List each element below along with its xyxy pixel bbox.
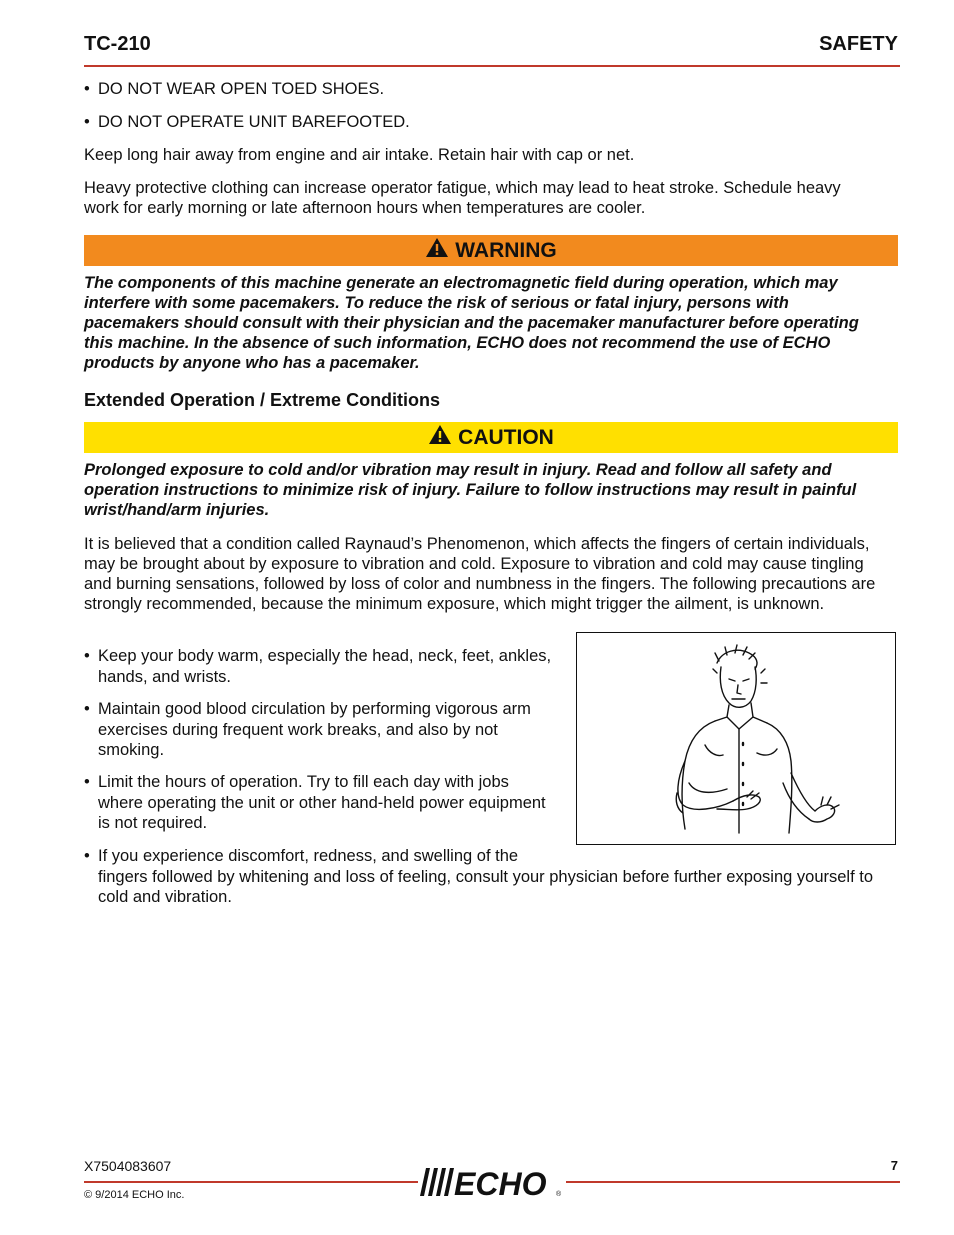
echo-logo xyxy=(420,1166,564,1198)
doc-model-title: TC-210 xyxy=(84,33,151,55)
caution-banner xyxy=(84,422,898,453)
page-number: 7 xyxy=(890,1158,898,1173)
warning-banner xyxy=(84,235,898,266)
warning-label: WARNING xyxy=(455,238,557,262)
warning-triangle-icon xyxy=(425,237,449,264)
caution-text-line-3: wrist/hand/arm injuries. xyxy=(84,501,270,519)
warning-text-line-3: pacemakers should consult with their physician and the pacemaker manufacturer before operating xyxy=(84,314,859,332)
bullet-open-toed: • DO NOT WEAR OPEN TOED SHOES. xyxy=(84,79,384,100)
warning-text-line-2: interfere with some pacemakers. To reduce the risk of serious or fatal injury, persons with xyxy=(84,294,789,312)
warning-text-line-4: this machine. In the absence of such information, ECHO does not recommend the use of ECHO xyxy=(84,334,831,352)
echo-logo-text: ECHO xyxy=(454,1166,547,1198)
svg-text:®: ® xyxy=(556,1191,562,1198)
copyright: © 9/2014 ECHO Inc. xyxy=(84,1189,185,1201)
precaution-circulation: • Maintain good blood circulation by performing vigorous arm exercises during frequent work breaks, and also by not smoking. xyxy=(84,699,531,761)
raynaud-line-3: and burning sensations, followed by loss of color and numbness in the fingers. The following precautions are xyxy=(84,575,876,593)
clothing-paragraph-line-2: work for early morning or late afternoon hours when temperatures are cooler. xyxy=(84,199,646,217)
raynaud-line-4: strongly recommended, because the minimum exposure, which might trigger the ailment, is unknown. xyxy=(84,595,825,613)
caution-label: CAUTION xyxy=(458,425,554,449)
raynaud-line-1: It is believed that a condition called Raynaud’s Phenomenon, which affects the fingers of certain individuals, xyxy=(84,535,870,553)
footer-rule-right xyxy=(566,1181,900,1183)
caution-text-line-2: operation instructions to minimize risk of injury. Failure to follow instructions may result in painful xyxy=(84,481,857,499)
precaution-consult-physician: • If you experience discomfort, redness, and swelling of the fingers followed by whitening and loss of feeling, consult your physician before further exposing yourself to cold and vibration. xyxy=(84,846,873,908)
part-number: X7504083607 xyxy=(84,1158,172,1174)
warning-text-line-5: products by anyone who has a pacemaker. xyxy=(84,354,420,372)
footer-rule-left xyxy=(84,1181,418,1183)
hair-paragraph: Keep long hair away from engine and air intake. Retain hair with cap or net. xyxy=(84,146,635,164)
caution-text-line-1: Prolonged exposure to cold and/or vibration may result in injury. Read and follow all safety and xyxy=(84,461,832,479)
cold-hands-illustration xyxy=(576,632,896,845)
warning-text-line-1: The components of this machine generate an electromagnetic field during operation, which may xyxy=(84,274,838,292)
clothing-paragraph-line-1: Heavy protective clothing can increase operator fatigue, which may lead to heat stroke. Schedule heavy xyxy=(84,179,841,197)
bullet-barefooted: • DO NOT OPERATE UNIT BAREFOOTED. xyxy=(84,112,410,133)
warning-triangle-icon xyxy=(428,424,452,451)
raynaud-line-2: may be brought about by exposure to vibration and cold. Exposure to vibration and cold may cause tingling xyxy=(84,555,864,573)
section-heading: Extended Operation / Extreme Conditions xyxy=(84,390,441,410)
header-divider xyxy=(84,65,900,67)
precaution-keep-warm: • Keep your body warm, especially the head, neck, feet, ankles, hands, and wrists. xyxy=(84,646,551,687)
section-header-title: SAFETY xyxy=(819,33,898,55)
precaution-limit-hours: • Limit the hours of operation. Try to fill each day with jobs where operating the unit or other hand-held power equipment is not required. xyxy=(84,772,546,834)
